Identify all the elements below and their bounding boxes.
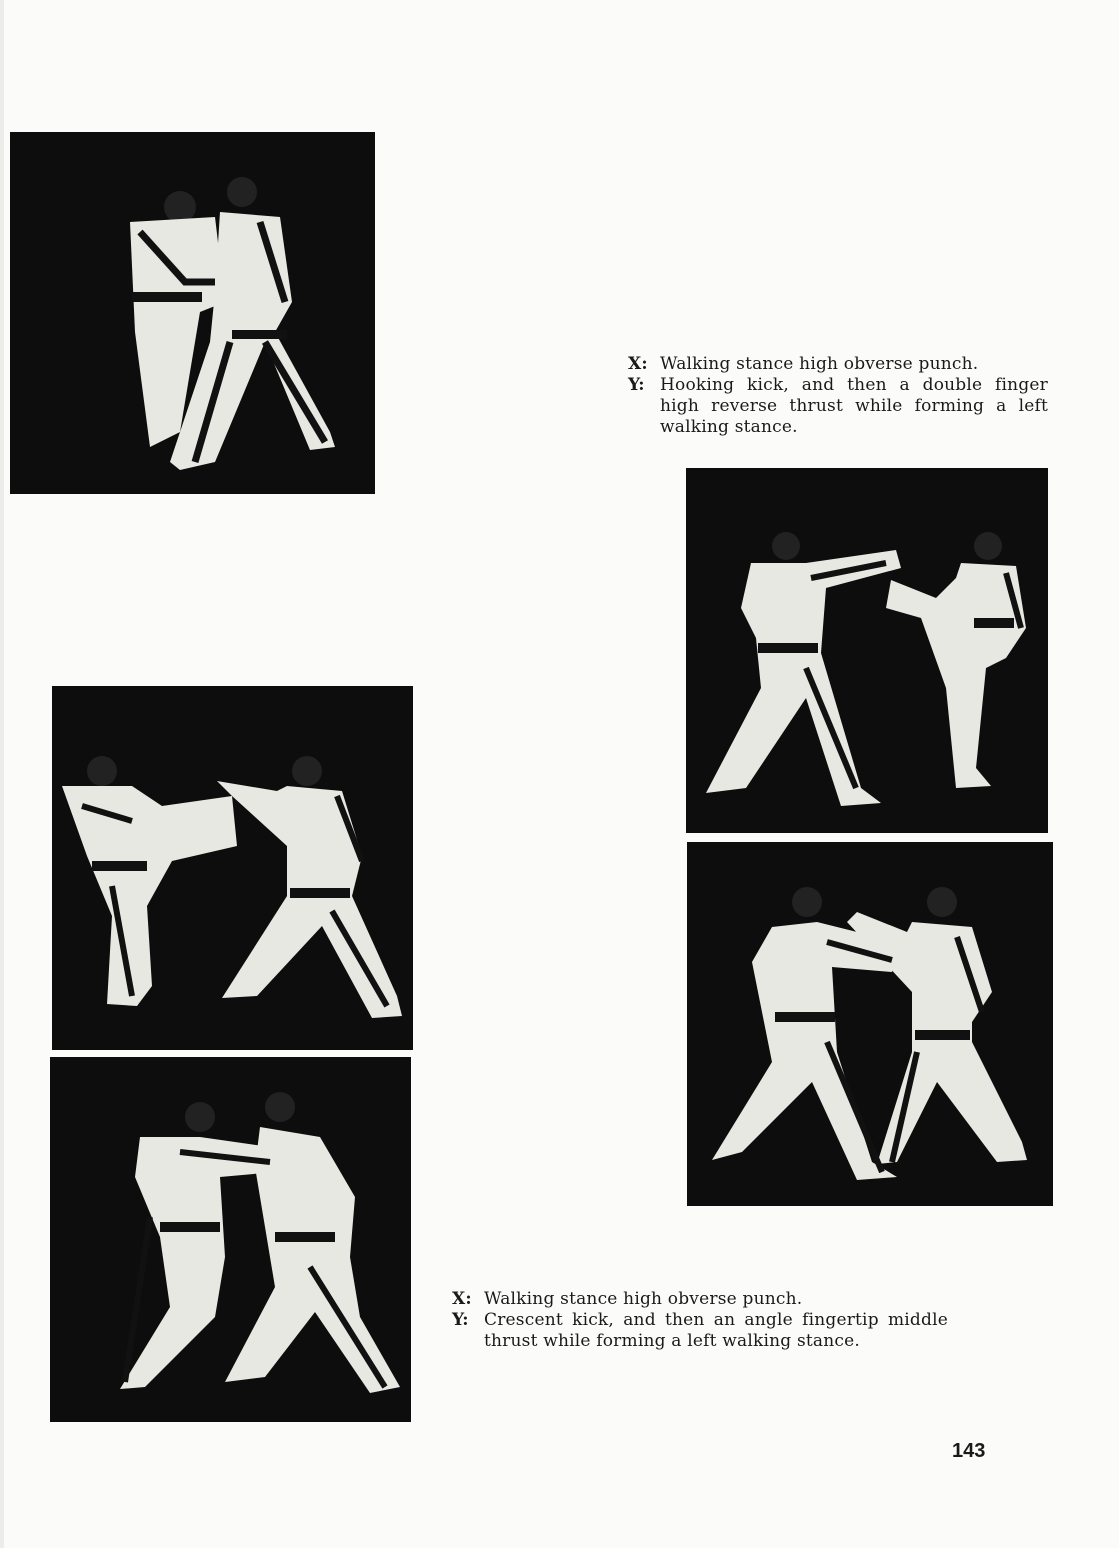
photo-hooking-kick — [686, 468, 1048, 833]
caption-label: Y: — [628, 375, 645, 395]
caption-label: Y: — [452, 1310, 469, 1330]
caption-line — [628, 354, 1048, 375]
page-number: 143 — [952, 1440, 986, 1462]
caption-text: Walking stance high obverse punch. — [484, 1289, 803, 1309]
photo-close-thrust — [50, 1057, 411, 1422]
photo-fingertip-thrust — [687, 842, 1053, 1206]
caption-label: X: — [452, 1289, 472, 1309]
page-edge — [0, 0, 4, 1548]
caption-text: Hooking kick, and then a double finger high reverse thrust while forming a left walking stance. — [660, 375, 1048, 437]
caption-label: X: — [628, 354, 648, 374]
caption-hooking-kick — [628, 354, 1048, 438]
photo-kick-block — [52, 686, 413, 1050]
caption-crescent-kick — [452, 1289, 948, 1352]
caption-line — [452, 1310, 948, 1352]
caption-line — [452, 1289, 948, 1310]
caption-line — [628, 375, 1048, 438]
photo-grapple — [10, 132, 375, 494]
caption-text: Crescent kick, and then an angle fingertip middle thrust while forming a left walking stance. — [484, 1310, 948, 1351]
caption-text: Walking stance high obverse punch. — [660, 354, 979, 374]
